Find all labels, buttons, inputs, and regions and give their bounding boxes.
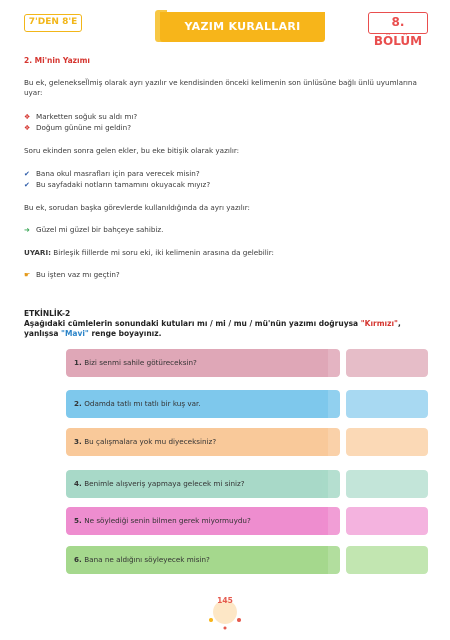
question-row-tail [322, 390, 340, 418]
warning-paragraph [24, 248, 429, 258]
list-item: ✔ Bana okul masrafları için para verecek misin? [24, 169, 200, 178]
section-tag: 8. BÖLÜM [368, 12, 428, 34]
question-row-tail [322, 507, 340, 535]
chapter-range-tag: 7'DEN 8'E [24, 14, 82, 32]
question-text: Bizi senmi sahile götüreceksin? [84, 358, 197, 367]
question-row [66, 349, 328, 377]
diamond-bullet-icon: ❖ [24, 113, 31, 121]
question-row [66, 507, 328, 535]
list-item: ❖ Doğum gününe mi geldin? [24, 123, 132, 132]
page-title: YAZIM KURALLARI [184, 20, 301, 33]
section-title: 2. Mi'nin Yazımı [24, 56, 90, 65]
question-row-tail [322, 349, 340, 377]
list-item: ➜ Güzel mi güzel bir bahçeye sahibiz. [24, 225, 164, 234]
question-row [66, 470, 328, 498]
answer-color-box[interactable] [346, 470, 428, 498]
question-text: Ne söylediği senin bilmen gerek miyormuydu? [84, 516, 251, 525]
check-icon: ✔ [24, 170, 30, 178]
question-row [66, 546, 328, 574]
list-item: ❖ Marketten soğuk su aldı mı? [24, 112, 138, 121]
question-number: 5. [74, 516, 85, 525]
warning-text: Birleşik fiillerde mi soru eki, iki kelimenin arasına da gelebilir: [53, 248, 274, 257]
exercise-instructions: Aşağıdaki cümlelerin sonundaki kutuları mı / mi / mu / mü'nün yazımı doğruysa "Kırmızı", yanlışsa "Mavi" renge boyayınız. [24, 319, 401, 338]
answer-color-box[interactable] [346, 507, 428, 535]
answer-color-box[interactable] [346, 349, 428, 377]
warning-label: UYARI: [24, 248, 51, 257]
paragraph: Bu ek, sorudan başka görevlerde kullanıldığında da ayrı yazılır: [24, 203, 250, 212]
question-text: Benimle alışveriş yapmaya gelecek mi siniz? [84, 479, 245, 488]
question-text: Bu çalışmalara yok mu diyeceksiniz? [84, 437, 217, 446]
pointing-hand-icon: ☛ [24, 271, 31, 279]
page-number: 145 [217, 596, 233, 605]
question-row [66, 390, 328, 418]
arrow-right-icon: ➜ [24, 226, 30, 234]
question-text: Odamda tatlı mı tatlı bir kuş var. [84, 399, 201, 408]
question-row-tail [322, 546, 340, 574]
check-icon: ✔ [24, 181, 30, 189]
question-text: Bana ne aldığını söyleyecek misin? [84, 555, 210, 564]
exercise-title: ETKİNLİK-2 [24, 309, 71, 318]
question-number: 6. [74, 555, 85, 564]
question-row-tail [322, 428, 340, 456]
question-number: 3. [74, 437, 85, 446]
question-row [66, 428, 328, 456]
list-item: ✔ Bu sayfadaki notların tamamını okuyacak mıyız? [24, 180, 211, 189]
list-item: ☛ Bu işten vaz mı geçtin? [24, 270, 120, 279]
paragraph: Soru ekinden sonra gelen ekler, bu eke bitişik olarak yazılır: [24, 146, 240, 155]
intro-paragraph: Bu ek, geleneksel̈lmiş olarak ayrı yazılır ve kendisinden önceki kelimenin son ünlüsüne bağlı ünlü uyumlarına uyar: [24, 78, 417, 97]
diamond-bullet-icon: ❖ [24, 124, 31, 132]
answer-color-box[interactable] [346, 546, 428, 574]
question-number: 1. [74, 358, 85, 367]
question-number: 4. [74, 479, 85, 488]
question-row-tail [322, 470, 340, 498]
question-number: 2. [74, 399, 85, 408]
answer-color-box[interactable] [346, 390, 428, 418]
answer-color-box[interactable] [346, 428, 428, 456]
